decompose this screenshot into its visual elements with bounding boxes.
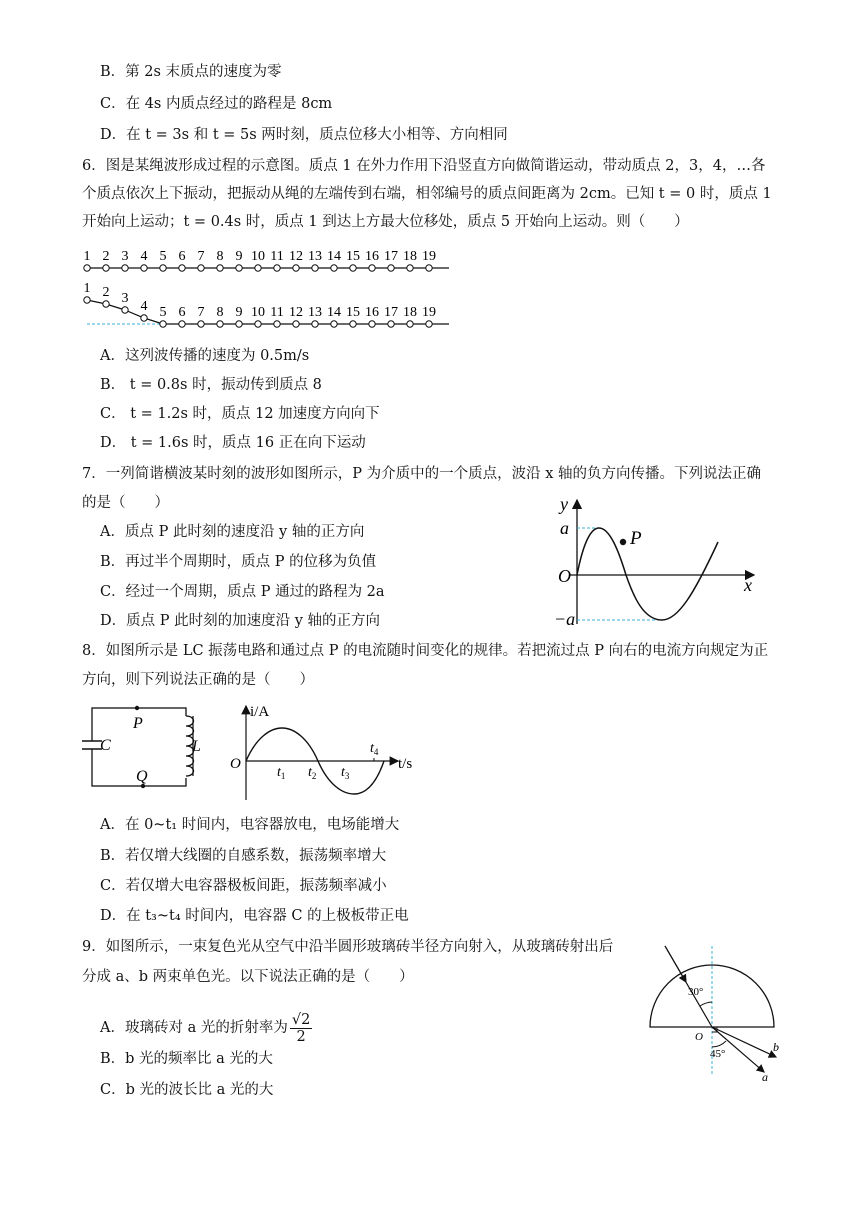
q6-stem-line2: 个质点依次上下振动，把振动从绳的左端传到右端，相邻编号的质点间距离为 2cm。已知 t = 0 时，质点 1 bbox=[82, 186, 772, 202]
bead-bottom-17 bbox=[388, 321, 394, 327]
q9-fraction-denominator: 2 bbox=[296, 1028, 306, 1045]
bead-top-9 bbox=[236, 265, 242, 271]
q6-option-b: B． t = 0.8s 时，振动传到质点 8 bbox=[100, 377, 322, 393]
bead-top-3 bbox=[122, 265, 128, 271]
bead-label-top-17: 17 bbox=[384, 249, 398, 264]
q9-option-a-text: A．玻璃砖对 a 光的折射率为 bbox=[100, 1020, 288, 1036]
bead-label-bottom-17: 17 bbox=[384, 305, 398, 320]
bead-label-top-10: 10 bbox=[251, 249, 265, 264]
bead-label-bottom-18: 18 bbox=[403, 305, 417, 320]
bead-label-top-6: 6 bbox=[178, 249, 186, 264]
bead-bottom-8 bbox=[217, 321, 223, 327]
q9-option-a-fraction bbox=[290, 1012, 312, 1045]
q7-label-x: x bbox=[744, 575, 752, 595]
bead-label-bottom-8: 8 bbox=[216, 305, 224, 320]
bead-label-bottom-2: 2 bbox=[102, 285, 110, 300]
bead-top-12 bbox=[293, 265, 299, 271]
bead-label-top-4: 4 bbox=[140, 249, 148, 264]
bead-label-top-14: 14 bbox=[327, 249, 341, 264]
bead-bottom-13 bbox=[312, 321, 318, 327]
q9-stem-line1: 9．如图所示，一束复色光从空气中沿半圆形玻璃砖半径方向射入，从玻璃砖射出后 bbox=[82, 939, 614, 955]
bead-top-17 bbox=[388, 265, 394, 271]
q9-label-30deg: 30° bbox=[688, 986, 704, 998]
q8-label-q: Q bbox=[136, 768, 148, 785]
bead-label-bottom-7: 7 bbox=[197, 305, 205, 320]
bead-bottom-12 bbox=[293, 321, 299, 327]
q8-lc-circuit-figure bbox=[80, 698, 196, 798]
bead-label-bottom-3: 3 bbox=[121, 291, 129, 306]
bead-label-top-19: 19 bbox=[422, 249, 436, 264]
bead-top-14 bbox=[331, 265, 337, 271]
q8-label-c: C bbox=[100, 737, 111, 754]
bead-bottom-16 bbox=[369, 321, 375, 327]
bead-top-1 bbox=[84, 265, 90, 271]
q9-option-b: B．b 光的频率比 a 光的大 bbox=[100, 1051, 273, 1067]
q6-stem-line1: 6．图是某绳波形成过程的示意图。质点 1 在外力作用下沿竖直方向做简谐运动，带动质点 2，3，4，…各 bbox=[82, 158, 766, 174]
bead-label-bottom-6: 6 bbox=[178, 305, 186, 320]
bead-bottom-15 bbox=[350, 321, 356, 327]
bead-bottom-3 bbox=[122, 307, 128, 313]
q8-stem-line2: 方向，则下列说法正确的是（ ） bbox=[82, 672, 314, 688]
q8-label-t3: $t_3$ bbox=[341, 765, 350, 781]
q6-rope-wave-figure bbox=[80, 242, 450, 334]
q7-option-a: A．质点 P 此时刻的速度沿 y 轴的正方向 bbox=[100, 524, 365, 540]
bead-label-bottom-9: 9 bbox=[235, 305, 243, 320]
bead-label-bottom-13: 13 bbox=[308, 305, 322, 320]
q8-stem-line1: 8．如图所示是 LC 振荡电路和通过点 P 的电流随时间变化的规律。若把流过点 P 向右的电流方向规定为正 bbox=[82, 643, 769, 659]
bead-label-bottom-5: 5 bbox=[159, 305, 167, 320]
q8-point-p-dot bbox=[135, 706, 139, 710]
q7-label-neg-a: −a bbox=[554, 609, 576, 629]
bead-top-2 bbox=[103, 265, 109, 271]
q6-stem-line3: 开始向上运动；t = 0.4s 时，质点 1 到达上方最大位移处，质点 5 开始向上运动。则（ ） bbox=[82, 214, 689, 230]
q8-option-b: B．若仅增大线圈的自感系数，振荡频率增大 bbox=[100, 848, 387, 864]
bead-label-bottom-4: 4 bbox=[140, 299, 148, 314]
bead-top-19 bbox=[426, 265, 432, 271]
bead-label-bottom-19: 19 bbox=[422, 305, 436, 320]
q8-capacitor-gap bbox=[88, 741, 98, 749]
bead-label-top-7: 7 bbox=[197, 249, 205, 264]
bead-label-top-12: 12 bbox=[289, 249, 303, 264]
q7-stem-line1: 7．一列简谐横波某时刻的波形如图所示，P 为介质中的一个质点，波沿 x 轴的负方向传播。下列说法正确 bbox=[82, 466, 761, 482]
bead-label-top-11: 11 bbox=[270, 249, 284, 264]
q6-option-c: C． t = 1.2s 时，质点 12 加速度方向向下 bbox=[100, 406, 380, 422]
bead-top-7 bbox=[198, 265, 204, 271]
bead-label-top-5: 5 bbox=[159, 249, 167, 264]
q9-stem-line2: 分成 a、b 两束单色光。以下说法正确的是（ ） bbox=[82, 969, 414, 985]
q9-option-c: C．b 光的波长比 a 光的大 bbox=[100, 1082, 274, 1098]
q5-option-c: C．在 4s 内质点经过的路程是 8cm bbox=[100, 96, 333, 112]
bead-label-bottom-15: 15 bbox=[346, 305, 360, 320]
bead-top-16 bbox=[369, 265, 375, 271]
bead-bottom-18 bbox=[407, 321, 413, 327]
bead-bottom-14 bbox=[331, 321, 337, 327]
q8-label-ylabel: i/A bbox=[250, 704, 270, 720]
q7-stem-line2: 的是（ ） bbox=[82, 495, 169, 511]
q8-label-xlabel: t/s bbox=[398, 756, 413, 772]
q8-option-d: D．在 t₃~t₄ 时间内，电容器 C 的上极板带正电 bbox=[100, 908, 409, 924]
q9-angle-arc-30 bbox=[700, 1002, 712, 1006]
bead-top-4 bbox=[141, 265, 147, 271]
bead-label-bottom-10: 10 bbox=[251, 305, 265, 320]
bead-bottom-11 bbox=[274, 321, 280, 327]
q9-label-origin: O bbox=[695, 1031, 703, 1043]
bead-bottom-5 bbox=[160, 321, 166, 327]
bead-label-bottom-11: 11 bbox=[270, 305, 284, 320]
q9-label-b: b bbox=[773, 1040, 779, 1054]
bead-bottom-1 bbox=[84, 297, 90, 303]
q8-option-a: A．在 0~t₁ 时间内，电容器放电，电场能增大 bbox=[100, 817, 400, 833]
bead-top-10 bbox=[255, 265, 261, 271]
q7-option-c: C．经过一个周期，质点 P 通过的路程为 2a bbox=[100, 584, 385, 600]
bead-top-6 bbox=[179, 265, 185, 271]
q5-option-b: B．第 2s 末质点的速度为零 bbox=[100, 64, 282, 80]
q9-fraction-numerator: √2 bbox=[291, 1011, 311, 1028]
bead-bottom-19 bbox=[426, 321, 432, 327]
q7-sine-curve bbox=[577, 528, 718, 620]
bead-top-5 bbox=[160, 265, 166, 271]
q9-label-a: a bbox=[762, 1070, 768, 1082]
q7-option-d: D．质点 P 此时刻的加速度沿 y 轴的正方向 bbox=[100, 613, 381, 629]
bead-bottom-7 bbox=[198, 321, 204, 327]
q8-label-l-text: L bbox=[192, 738, 201, 755]
q9-angle-arc-45 bbox=[712, 1041, 726, 1047]
q8-label-t1: $t_1$ bbox=[277, 765, 286, 781]
q8-option-c: C．若仅增大电容器极板间距，振荡频率减小 bbox=[100, 878, 387, 894]
q6-option-d: D． t = 1.6s 时，质点 16 正在向下运动 bbox=[100, 435, 366, 451]
bead-top-15 bbox=[350, 265, 356, 271]
q7-label-a: a bbox=[560, 518, 569, 538]
bead-label-top-15: 15 bbox=[346, 249, 360, 264]
bead-label-bottom-14: 14 bbox=[327, 305, 341, 320]
q9-label-45deg: 45° bbox=[710, 1048, 726, 1060]
bead-top-18 bbox=[407, 265, 413, 271]
bead-label-top-8: 8 bbox=[216, 249, 224, 264]
q5-option-d: D．在 t = 3s 和 t = 5s 两时刻，质点位移大小相等、方向相同 bbox=[100, 127, 508, 143]
bead-top-13 bbox=[312, 265, 318, 271]
bead-label-top-18: 18 bbox=[403, 249, 417, 264]
q7-label-origin: O bbox=[558, 566, 571, 586]
bead-top-8 bbox=[217, 265, 223, 271]
q8-current-graph bbox=[226, 700, 422, 804]
bead-bottom-9 bbox=[236, 321, 242, 327]
q7-option-b: B．再过半个周期时，质点 P 的位移为负值 bbox=[100, 554, 377, 570]
q8-label-t2: $t_2$ bbox=[308, 765, 317, 781]
bead-label-bottom-1: 1 bbox=[83, 281, 91, 296]
bead-label-top-13: 13 bbox=[308, 249, 322, 264]
bead-label-bottom-16: 16 bbox=[365, 305, 379, 320]
q8-label-t4: $t_4$ bbox=[370, 741, 379, 757]
bead-label-top-9: 9 bbox=[235, 249, 243, 264]
q7-label-p: P bbox=[630, 528, 642, 549]
bead-label-top-3: 3 bbox=[121, 249, 129, 264]
bead-top-11 bbox=[274, 265, 280, 271]
bead-bottom-6 bbox=[179, 321, 185, 327]
q6-option-a: A．这列波传播的速度为 0.5m/s bbox=[100, 348, 310, 364]
bead-label-bottom-12: 12 bbox=[289, 305, 303, 320]
q9-semicircle-glass-figure bbox=[640, 944, 790, 1082]
bead-bottom-4 bbox=[141, 315, 147, 321]
bead-label-top-2: 2 bbox=[102, 249, 110, 264]
q7-point-p bbox=[620, 539, 626, 545]
bead-bottom-10 bbox=[255, 321, 261, 327]
bead-label-top-1: 1 bbox=[83, 249, 91, 264]
q7-wave-figure bbox=[548, 494, 764, 630]
q9-option-a bbox=[100, 1008, 312, 1048]
bead-label-top-16: 16 bbox=[365, 249, 379, 264]
q8-label-origin: O bbox=[230, 756, 241, 772]
bead-bottom-2 bbox=[103, 301, 109, 307]
q7-label-y: y bbox=[560, 494, 568, 514]
q8-label-p: P bbox=[133, 715, 143, 732]
